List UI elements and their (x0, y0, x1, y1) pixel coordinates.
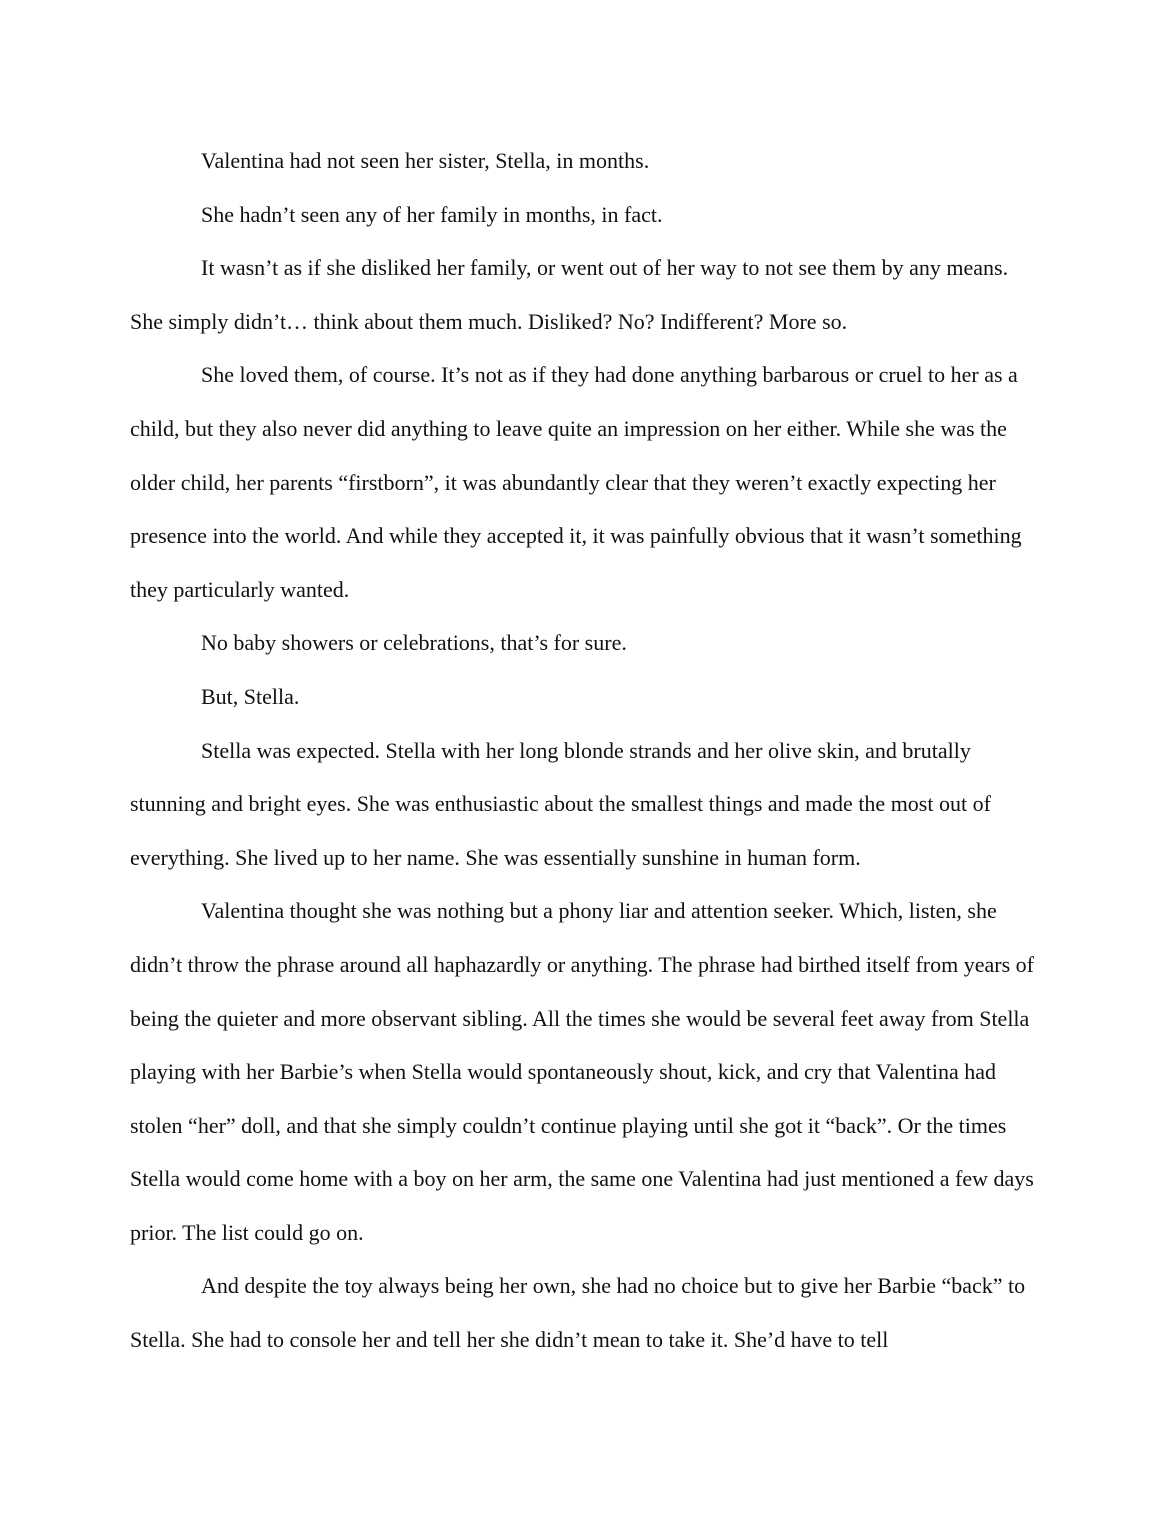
paragraph-8: Valentina thought she was nothing but a phony liar and attention seeker. Which, listen, she didn’t throw the phrase around all haphazardly or anything. The phrase had birthed itself from years of being the quieter and more observant sibling. All the times she would be several feet away from Stella playing with her Barbie’s when Stella would spontaneously shout, kick, and cry that Valentina had stolen “her” doll, and that she simply couldn’t continue playing until she got it “back”. Or the times Stella would come home with a boy on her arm, the same one Valentina had just mentioned a few days prior. The list could go on. (130, 898, 1034, 1245)
paragraph-9: And despite the toy always being her own, she had no choice but to give her Barbie “back” to Stella. She had to console her and tell her she didn’t mean to take it. She’d have to tell (130, 1273, 1026, 1353)
document-body (130, 134, 1042, 1367)
paragraph-2: She hadn’t seen any of her family in months, in fact. (201, 201, 663, 227)
paragraph-4: She loved them, of course. It’s not as if they had done anything barbarous or cruel to her as a child, but they also never did anything to leave quite an impression on her either. While she was the older child, her parents “firstborn”, it was abundantly clear that they weren’t exactly expecting her presence into the world. And while they accepted it, it was painfully obvious that it wasn’t something they particularly wanted. (130, 362, 1022, 602)
paragraph-5: No baby showers or celebrations, that’s for sure. (201, 630, 627, 656)
paragraph-3: It wasn’t as if she disliked her family, or went out of her way to not see them by any means. She simply didn’t… think about them much. Disliked? No? Indifferent? More so. (130, 255, 1009, 334)
paragraph-7: Stella was expected. Stella with her long blonde strands and her olive skin, and brutally stunning and bright eyes. She was enthusiastic about the smallest things and made the most out of everything. She lived up to her name. She was essentially sunshine in human form. (130, 737, 991, 870)
paragraph-1: Valentina had not seen her sister, Stella, in months. (201, 148, 650, 173)
paragraph-6: But, Stella. (201, 683, 300, 709)
